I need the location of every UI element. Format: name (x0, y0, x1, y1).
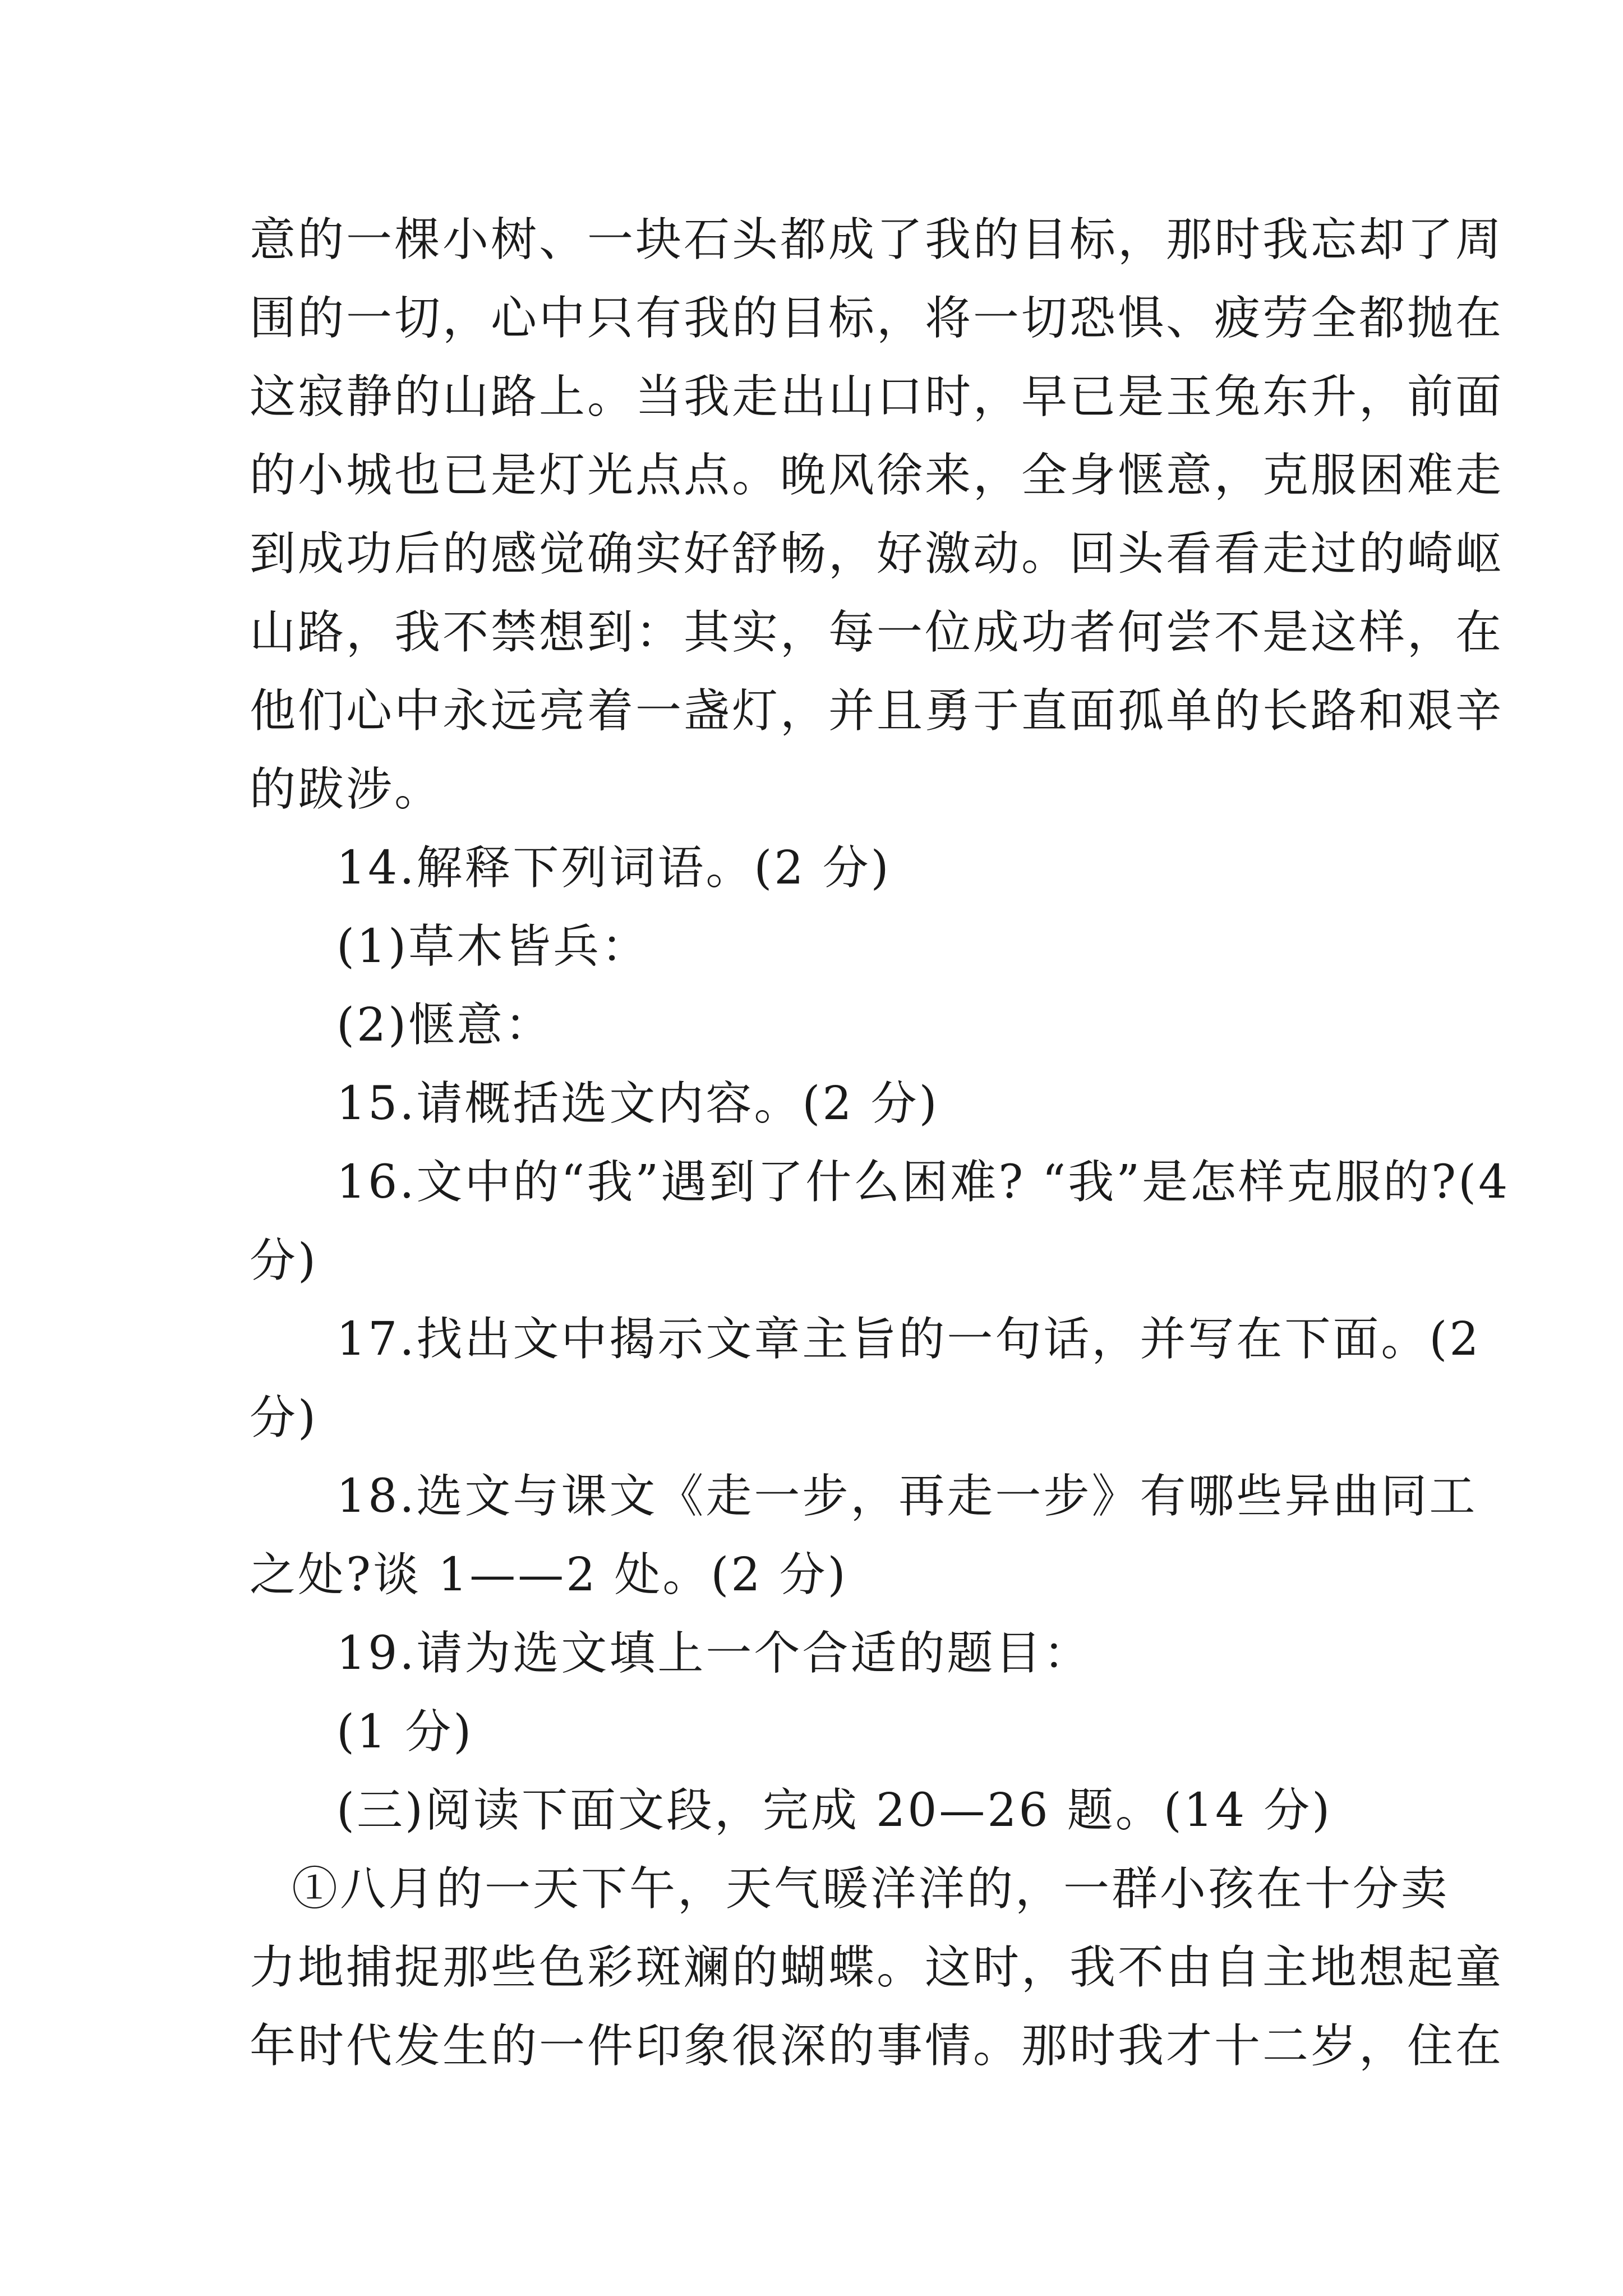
question-19-score: (1 分) (336, 1705, 474, 1759)
passage-line: 意的一棵小树、一块石头都成了我的目标，那时我忘却了周 (250, 213, 1504, 266)
question-18-continuation: 之处?谈 1——2 处。(2 分) (250, 1548, 848, 1602)
section-3-paragraph-line: 年时代发生的一件印象很深的事情。那时我才十二岁，住在 (250, 2019, 1504, 2073)
passage-line: 这寂静的山路上。当我走出山口时，早已是玉兔东升，前面 (250, 370, 1504, 424)
question-15: 15.请概括选文内容。(2 分) (336, 1077, 939, 1130)
passage-line: 的跋涉。 (250, 763, 443, 816)
passage-line: 的小城也已是灯光点点。晚风徐来，全身惬意，克服困难走 (250, 449, 1504, 502)
passage-line: 他们心中永远亮着一盏灯，并且勇于直面孤单的长路和艰辛 (250, 684, 1504, 738)
question-17: 17.找出文中揭示文章主旨的一句话，并写在下面。(2 (336, 1313, 1481, 1366)
question-14-item-1: (1)草木皆兵： (336, 920, 650, 973)
section-3-heading: (三)阅读下面文段，完成 20—26 题。(14 分) (336, 1784, 1332, 1837)
question-18: 18.选文与课文《走一步，再走一步》有哪些异曲同工 (336, 1470, 1478, 1523)
question-16: 16.文中的“我”遇到了什么困难? “我”是怎样克服的?(4 (336, 1156, 1510, 1209)
question-16-continuation: 分) (250, 1234, 318, 1287)
passage-line: 围的一切，心中只有我的目标，将一切恐惧、疲劳全都抛在 (250, 292, 1504, 345)
question-14-item-2: (2)惬意： (336, 999, 554, 1052)
passage-line: 到成功后的感觉确实好舒畅，好激动。回头看看走过的崎岖 (250, 527, 1504, 581)
section-3-paragraph-line: ①八月的一天下午，天气暖洋洋的，一群小孩在十分卖 (292, 1862, 1450, 1916)
question-17-continuation: 分) (250, 1391, 318, 1444)
section-3-paragraph-line: 力地捕捉那些色彩斑斓的蝴蝶。这时，我不由自主地想起童 (250, 1941, 1504, 1994)
passage-line: 山路，我不禁想到：其实，每一位成功者何尝不是这样，在 (250, 606, 1504, 659)
question-14: 14.解释下列词语。(2 分) (336, 841, 891, 895)
question-19: 19.请为选文填上一个合适的题目： (336, 1627, 1092, 1680)
